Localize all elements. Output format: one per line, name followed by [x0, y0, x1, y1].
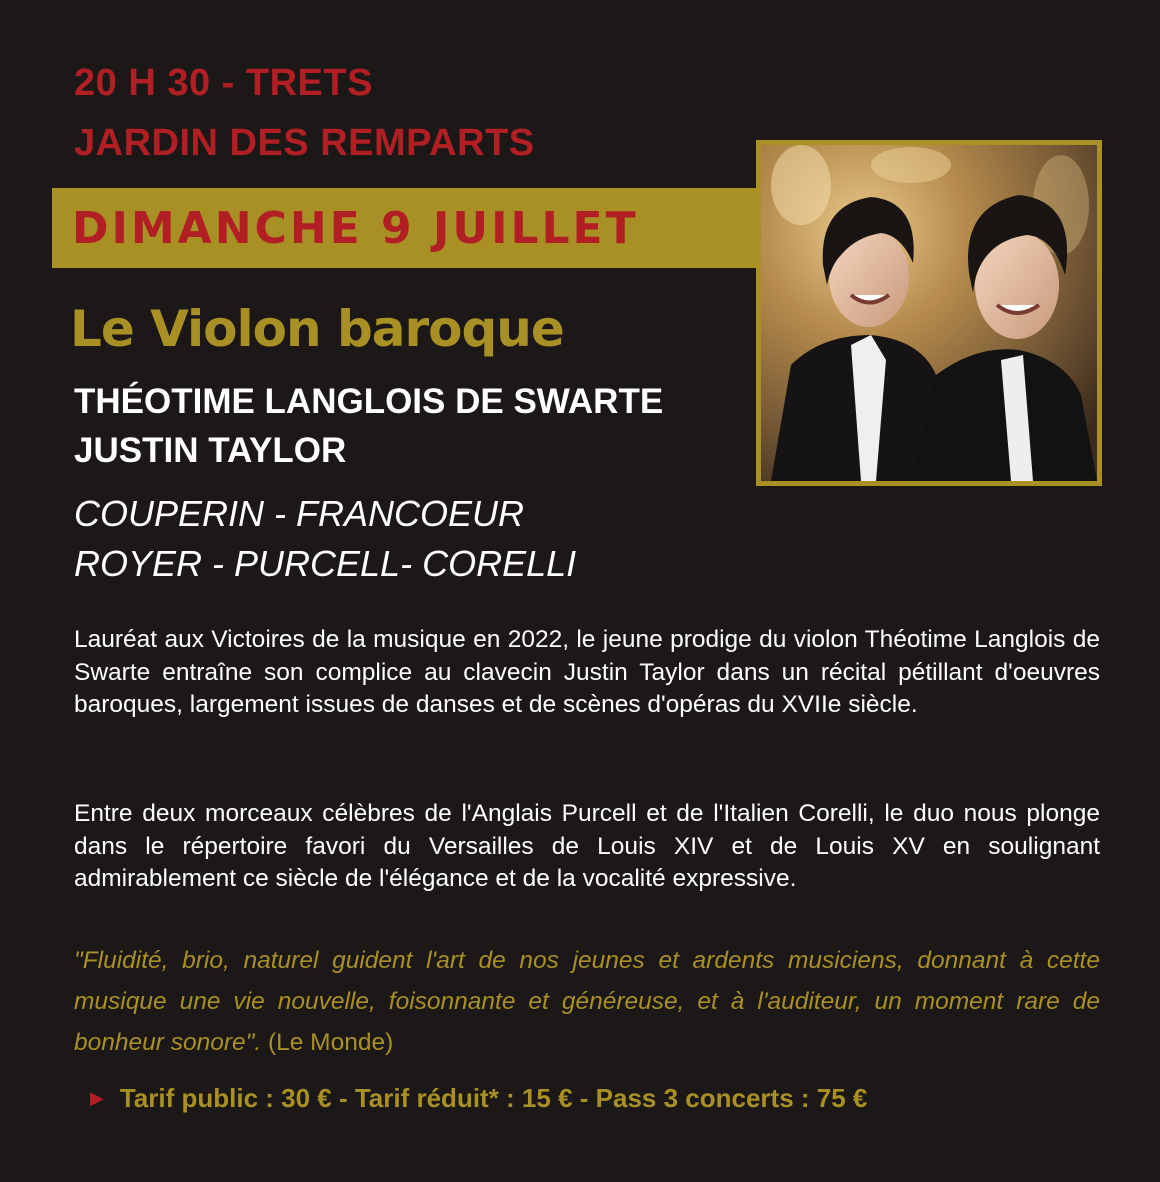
- performer-name: JUSTIN TAYLOR: [74, 431, 347, 470]
- concert-title: Le Violon baroque: [70, 300, 564, 358]
- performers-photo: [761, 145, 1097, 481]
- description-paragraph: Lauréat aux Victoires de la musique en 2022, le jeune prodige du violon Théotime Langlois de Swarte entraîne son complice au clavecin Justin Taylor dans un récital pétillant d'oeuvres baroques, largement issues de danses et de scènes d'opéras du XVIIe siècle.: [74, 626, 1100, 718]
- venue: JARDIN DES REMPARTS: [74, 122, 535, 164]
- description-paragraph: Entre deux morceaux célèbres de l'Anglais Purcell et de l'Italien Corelli, le duo nous plonge dans le répertoire favori du Versailles de Louis XIV et de Louis XV en soulignant admirablement ce siècle de l'élégance et de la vocalité expressive.: [74, 800, 1100, 892]
- concert-date: DIMANCHE 9 JUILLET: [72, 203, 639, 254]
- quote-text: "Fluidité, brio, naturel guident l'art de nos jeunes et ardents musiciens, donnant à cette musique une vie nouvelle, foisonnante et généreuse, et à l'auditeur, un moment rare de bonheur sonore".: [74, 947, 1100, 1056]
- quote-source: (Le Monde): [267, 1029, 394, 1056]
- pricing-text: Tarif public : 30 € - Tarif réduit* : 15 € - Pass 3 concerts : 75 €: [119, 1083, 868, 1113]
- time-location: 20 H 30 - TRETS: [74, 62, 373, 104]
- performer-name: THÉOTIME LANGLOIS DE SWARTE: [74, 382, 664, 421]
- pricing-row: [90, 1080, 867, 1121]
- composers-line: COUPERIN - FRANCOEUR: [74, 493, 525, 534]
- triangle-right-icon: ▶: [90, 1088, 104, 1108]
- photo-frame: [756, 140, 1102, 486]
- press-quote: [74, 940, 1100, 1063]
- composers-line: ROYER - PURCELL- CORELLI: [74, 543, 577, 584]
